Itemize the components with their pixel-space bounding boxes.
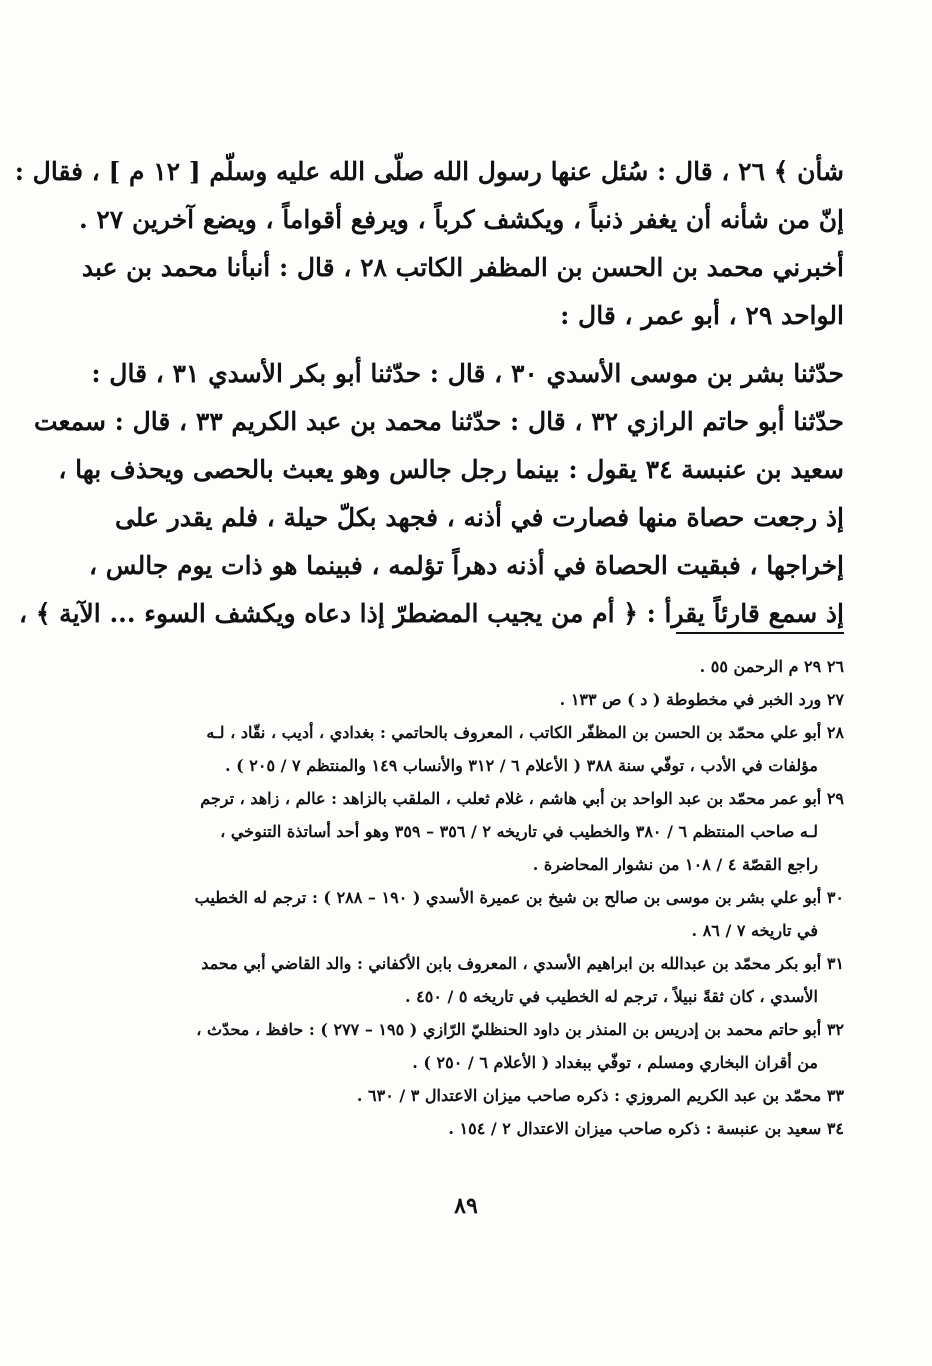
footnote-28: ٢٨ أبو علي محمّد بن الحسن بن المظفّر الكاتب ، المعروف بالحاتمي : بغدادي ، أديب ، نقّاد ، لـه	[206, 723, 844, 742]
footnote-29-continuation: راجع القصّة ٤ / ١٠٨ من نشوار المحاضرة .	[532, 855, 818, 874]
footnote-29: ٢٩ أبو عمر محمّد بن عبد الواحد بن أبي هاشم ، غلام ثعلب ، الملقب بالزاهد : عالم ، زاهد ، ترجم	[200, 789, 844, 808]
main-text-line: حدّثنا بشر بن موسى الأسدي ٣٠ ، قال : حدّثنا أبو بكر الأسدي ٣١ ، قال :	[91, 359, 844, 388]
footnote-27: ٢٧ ورد الخبر في مخطوطة ( د ) ص ١٣٣ .	[559, 690, 844, 709]
page-number: ٨٩	[454, 1193, 478, 1219]
footnotes	[84, 650, 844, 1145]
main-text	[14, 148, 844, 638]
footnote-26: ٢٦ ٢٩ م الرحمن ٥٥ .	[699, 657, 844, 676]
footnote-34: ٣٤ سعيد بن عنبسة : ذكره صاحب ميزان الاعتدال ٢ / ١٥٤ .	[448, 1119, 844, 1138]
footnote-32: ٣٢ أبو حاتم محمد بن إدريس بن المنذر بن داود الحنظليّ الرّازي ( ١٩٥ – ٢٧٧ ) : حافظ ، محدّث ،	[196, 1020, 844, 1039]
footnote-28-continuation: مؤلفات في الأدب ، توفّي سنة ٣٨٨ ( الأعلام ٦ / ٣١٢ والأنساب ١٤٩ والمنتظم ٧ / ٢٠٥ ) .	[225, 756, 818, 775]
footnote-30-continuation: في تاريخه ٧ / ٨٦ .	[691, 921, 818, 940]
footnote-31-continuation: الأسدي ، كان ثقةً نبيلاً ، ترجم له الخطيب في تاريخه ٥ / ٤٥٠ .	[404, 987, 818, 1006]
main-text-line: أخبرني محمد بن الحسن بن المظفر الكاتب ٢٨ ، قال : أنبأنا محمد بن عبد	[81, 253, 844, 282]
main-text-line: إذ سمع قارئاً يقرأ : ﴿ أم من يجيب المضطرّ إذا دعاه ويكشف السوء ... الآية ﴾ ،	[19, 599, 844, 628]
main-text-line: إنّ من شأنه أن يغفر ذنباً ، ويكشف كرباً ، ويرفع أقواماً ، ويضع آخرين ٢٧ .	[78, 205, 844, 234]
main-text-line: سعيد بن عنبسة ٣٤ يقول : بينما رجل جالس وهو يعبث بالحصى ويحذف بها ،	[58, 455, 844, 484]
footnote-32-continuation: من أقران البخاري ومسلم ، توفّي ببغداد ( الأعلام ٦ / ٢٥٠ ) .	[412, 1053, 818, 1072]
paragraph-gap	[84, 340, 844, 350]
main-text-line: إذ رجعت حصاة منها فصارت في أذنه ، فجهد بكلّ حيلة ، فلم يقدر على	[114, 503, 844, 532]
main-text-line: حدّثنا أبو حاتم الرازي ٣٢ ، قال : حدّثنا محمد بن عبد الكريم ٣٣ ، قال : سمعت	[33, 407, 844, 436]
footnote-29-continuation: لـه صاحب المنتظم ٦ / ٣٨٠ والخطيب في تاريخه ٢ / ٣٥٦ – ٣٥٩ وهو أحد أساتذة التنوخي ،	[220, 822, 818, 841]
footnote-33: ٣٣ محمّد بن عبد الكريم المروزي : ذكره صاحب ميزان الاعتدال ٣ / ٦٣٠ .	[356, 1086, 844, 1105]
main-text-line: الواحد ٢٩ ، أبو عمر ، قال :	[560, 301, 844, 330]
footnote-30: ٣٠ أبو علي بشر بن موسى بن صالح بن شيخ بن عميرة الأسدي ( ١٩٠ – ٢٨٨ ) : ترجم له الخطيب	[194, 888, 844, 907]
main-text-line: شأن ﴾ ٢٦ ، قال : سُئل عنها رسول الله صلّى الله عليه وسلّم [ ١٢ م ] ، فقال :	[14, 157, 844, 186]
footnote-divider	[676, 632, 844, 634]
main-text-line: إخراجها ، فبقيت الحصاة في أذنه دهراً تؤلمه ، فبينما هو ذات يوم جالس ،	[88, 551, 844, 580]
footnote-31: ٣١ أبو بكر محمّد بن عبدالله بن ابراهيم الأسدي ، المعروف بابن الأكفاني : والد القاضي أبي محمد	[201, 954, 844, 973]
